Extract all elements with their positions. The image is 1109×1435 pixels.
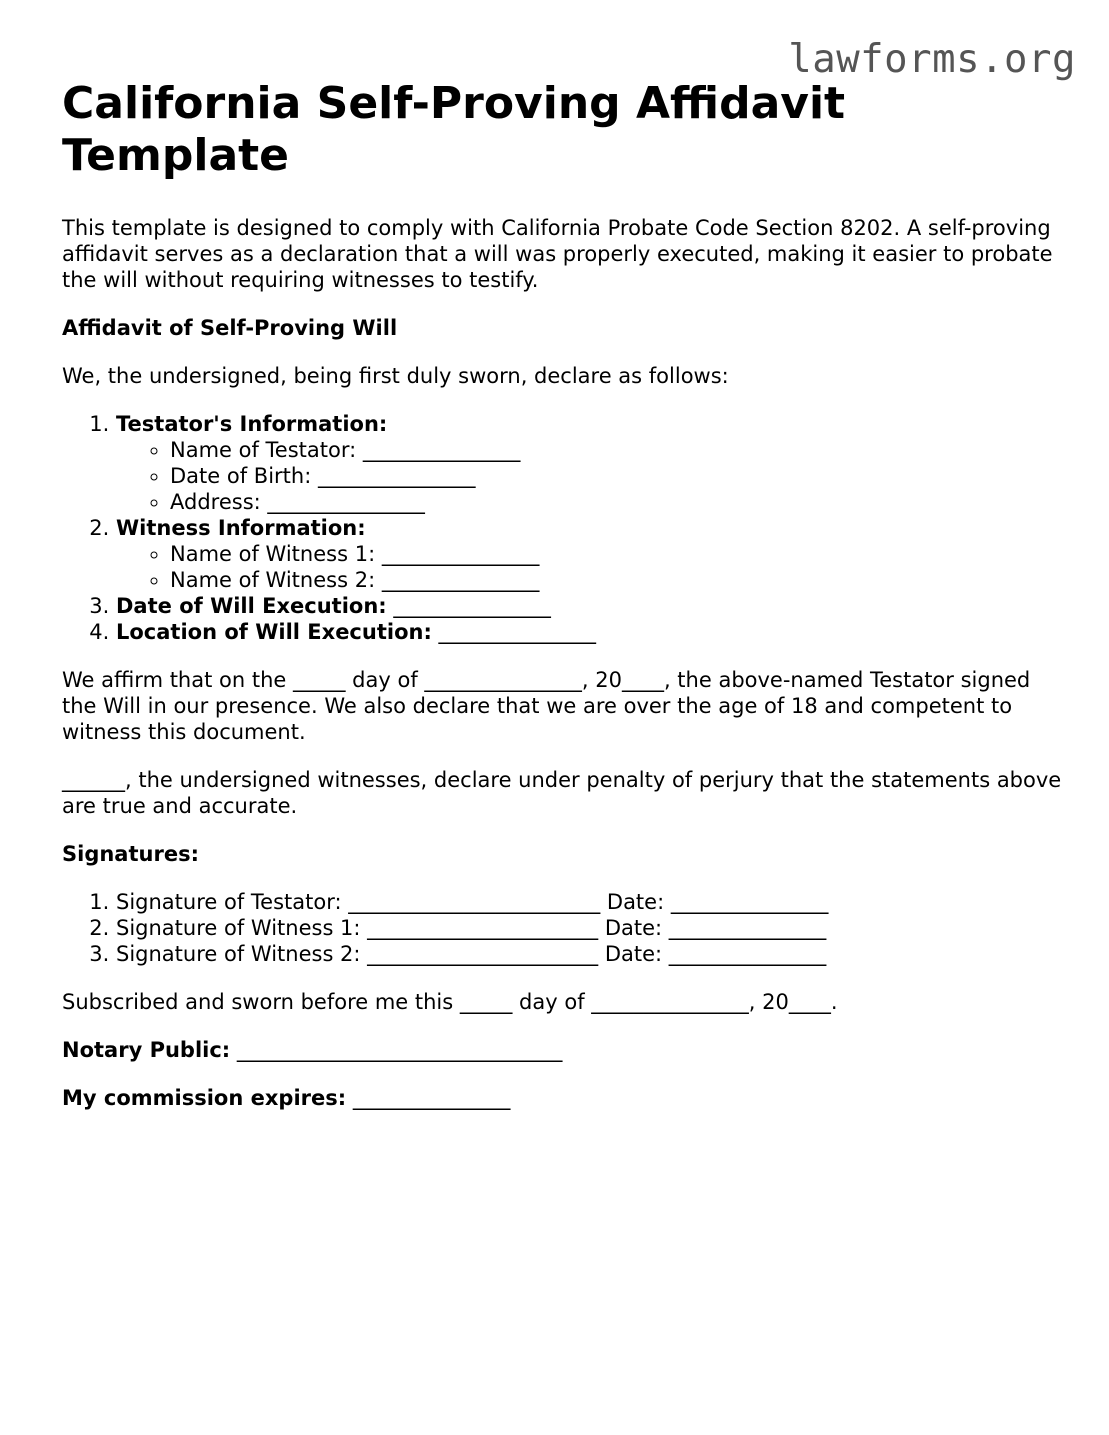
testator-name-field: ◦ Name of Testator: _______________ [170, 437, 1062, 463]
section-testator [116, 411, 1062, 515]
signatures-heading: Signatures: [62, 842, 199, 866]
section-execution-location [116, 619, 1062, 645]
testator-fields-list [116, 437, 1062, 515]
watermark: lawforms.org [788, 37, 1076, 82]
notary-line [62, 1037, 1062, 1063]
affirmation-paragraph: We affirm that on the _____ day of _______________, 20____, the above-named Testator signed the Will in our presence. We also declare that we are over the age of 18 and competent to witness this document. [62, 668, 1031, 744]
document-page [62, 78, 1062, 1111]
declaration-paragraph: We, the undersigned, being first duly sworn, declare as follows: [62, 364, 729, 388]
witness-2-name-field: ◦ Name of Witness 2: _______________ [170, 567, 1062, 593]
execution-location-label: Location of Will Execution: [116, 620, 432, 644]
signature-witness-2-line: 3. Signature of Witness 2: ______________________ Date: _______________ [116, 941, 1062, 967]
perjury-paragraph: ______, the undersigned witnesses, declare under penalty of perjury that the statements above are true and accurate. [62, 768, 1062, 818]
affidavit-heading: Affidavit of Self-Proving Will [62, 316, 398, 340]
page-title: California Self-Proving Affidavit Template [62, 78, 846, 181]
testator-dob-field: ◦ Date of Birth: _______________ [170, 463, 1062, 489]
witness-fields-list [116, 541, 1062, 593]
notary-label: Notary Public: [62, 1038, 231, 1062]
intro-paragraph: This template is designed to comply with California Probate Code Section 8202. A self-proving affidavit serves as a declaration that a will was properly executed, making it easier to probate the will without requiring witnesses to testify. [62, 216, 1053, 292]
witness-1-name-field: ◦ Name of Witness 1: _______________ [170, 541, 1062, 567]
signature-testator-line: 1. Signature of Testator: ________________________ Date: _______________ [116, 889, 1062, 915]
execution-date-blank: _______________ [386, 594, 551, 618]
notary-blank: _______________________________ [230, 1038, 563, 1062]
execution-date-label: Date of Will Execution: [116, 594, 387, 618]
commission-line [62, 1085, 1062, 1111]
commission-label: My commission expires: [62, 1086, 347, 1110]
subscribed-paragraph: Subscribed and sworn before me this _____ day of _______________, 20____. [62, 990, 838, 1014]
commission-blank: _______________ [346, 1086, 511, 1110]
signatures-list [62, 889, 1062, 967]
section-witness-label: Witness Information: [116, 516, 366, 540]
affidavit-sections-list [62, 411, 1062, 645]
section-witness [116, 515, 1062, 593]
testator-address-field: ◦ Address: _______________ [170, 489, 1062, 515]
signature-witness-1-line: 2. Signature of Witness 1: ______________________ Date: _______________ [116, 915, 1062, 941]
execution-location-blank: _______________ [431, 620, 597, 644]
section-execution-date [116, 593, 1062, 619]
section-testator-label: Testator's Information: [116, 412, 388, 436]
